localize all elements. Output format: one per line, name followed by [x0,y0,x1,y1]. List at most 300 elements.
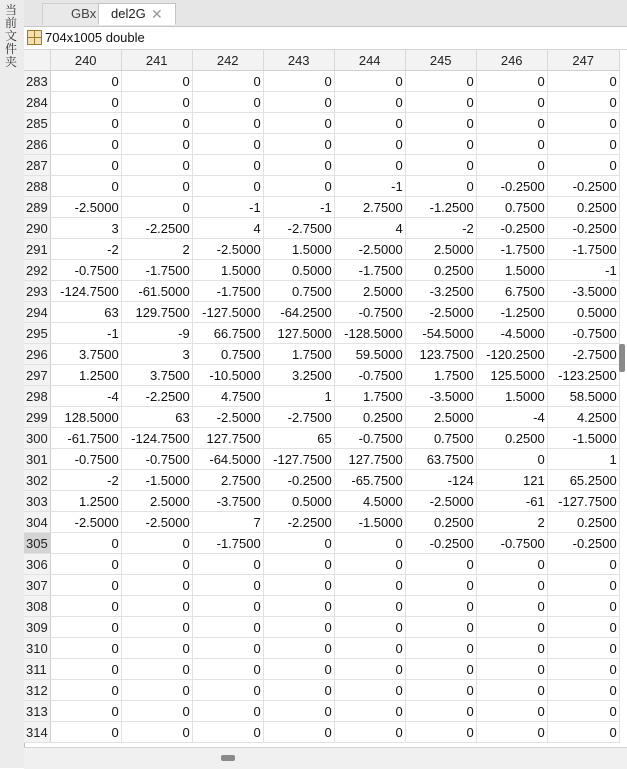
table-cell[interactable]: 0 [405,701,476,722]
table-cell[interactable]: 0 [334,575,405,596]
table-cell[interactable]: 0 [405,92,476,113]
table-cell[interactable]: 0 [405,680,476,701]
table-cell[interactable]: -0.2500 [547,218,619,239]
table-cell[interactable]: 123.7500 [405,344,476,365]
table-cell[interactable]: 0 [263,722,334,743]
table-cell[interactable]: 0.7500 [263,281,334,302]
table-cell[interactable]: 0.2500 [405,260,476,281]
table-cell[interactable]: -64.2500 [263,302,334,323]
column-header[interactable]: 243 [263,50,334,71]
table-cell[interactable]: 0 [192,92,263,113]
table-cell[interactable]: 0 [476,680,547,701]
table-cell[interactable]: -2 [50,239,121,260]
horizontal-scroll-thumb[interactable] [221,755,235,761]
table-cell[interactable]: 0 [547,113,619,134]
table-cell[interactable]: 0 [334,701,405,722]
table-cell[interactable]: 0 [476,71,547,92]
table-cell[interactable]: 0.2500 [547,512,619,533]
table-cell[interactable]: 0.7500 [192,344,263,365]
table-cell[interactable]: -3.5000 [405,386,476,407]
row-header[interactable]: 284 [24,92,50,113]
row-header[interactable]: 286 [24,134,50,155]
table-cell[interactable]: 0 [547,155,619,176]
table-cell[interactable]: 0 [121,134,192,155]
table-cell[interactable]: 0 [121,92,192,113]
table-cell[interactable]: 0 [121,113,192,134]
table-cell[interactable]: 0 [476,659,547,680]
table-cell[interactable]: 0 [192,680,263,701]
table-cell[interactable]: -9 [121,323,192,344]
row-header[interactable]: 301 [24,449,50,470]
table-cell[interactable]: 0 [334,554,405,575]
table-cell[interactable]: 0 [121,197,192,218]
row-header[interactable]: 300 [24,428,50,449]
table-cell[interactable]: 0 [547,722,619,743]
table-cell[interactable]: -127.5000 [192,302,263,323]
table-cell[interactable]: 0 [405,71,476,92]
variable-editor-table[interactable] [24,50,627,747]
table-cell[interactable]: 0 [263,155,334,176]
table-cell[interactable]: -64.5000 [192,449,263,470]
table-cell[interactable]: -1 [547,260,619,281]
table-cell[interactable]: -124 [405,470,476,491]
table-cell[interactable]: 0 [547,701,619,722]
table-cell[interactable]: -0.7500 [476,533,547,554]
table-cell[interactable]: 0 [50,617,121,638]
table-cell[interactable]: 0 [476,113,547,134]
table-cell[interactable]: 2.7500 [192,470,263,491]
table-cell[interactable]: 0 [121,575,192,596]
row-header[interactable]: 312 [24,680,50,701]
row-header[interactable]: 311 [24,659,50,680]
table-cell[interactable]: 0.7500 [405,428,476,449]
table-cell[interactable]: 121 [476,470,547,491]
table-cell[interactable]: -1.5000 [547,428,619,449]
table-cell[interactable]: -10.5000 [192,365,263,386]
table-cell[interactable]: -2.5000 [50,197,121,218]
table-cell[interactable]: 0 [50,71,121,92]
table-cell[interactable]: 0 [476,701,547,722]
table-cell[interactable]: -124.7500 [121,428,192,449]
table-cell[interactable]: 0 [334,92,405,113]
column-header[interactable]: 240 [50,50,121,71]
table-cell[interactable]: 0 [192,638,263,659]
table-cell[interactable]: 2 [476,512,547,533]
table-cell[interactable]: -2.5000 [50,512,121,533]
table-cell[interactable]: 0 [334,533,405,554]
table-cell[interactable]: 0 [50,638,121,659]
table-cell[interactable]: 0 [334,134,405,155]
table-cell[interactable]: 0 [405,176,476,197]
row-header[interactable]: 289 [24,197,50,218]
table-cell[interactable]: 0 [263,575,334,596]
table-cell[interactable]: -1 [334,176,405,197]
table-cell[interactable]: 0 [192,596,263,617]
column-header[interactable]: 247 [547,50,619,71]
row-header[interactable]: 306 [24,554,50,575]
table-cell[interactable]: 0 [121,659,192,680]
table-cell[interactable]: 0 [476,575,547,596]
table-cell[interactable]: 0.2500 [334,407,405,428]
row-header[interactable]: 291 [24,239,50,260]
tab-del2g[interactable] [98,3,176,25]
table-cell[interactable]: 0 [192,617,263,638]
table-cell[interactable]: -0.7500 [50,449,121,470]
table-cell[interactable]: 0 [263,554,334,575]
column-header[interactable]: 244 [334,50,405,71]
table-cell[interactable]: 0 [192,554,263,575]
table-cell[interactable]: 0 [334,113,405,134]
table-cell[interactable]: 0 [50,659,121,680]
table-cell[interactable]: 0 [121,533,192,554]
table-cell[interactable]: -3.2500 [405,281,476,302]
table-cell[interactable]: 0 [192,176,263,197]
table-cell[interactable]: -1.7500 [192,533,263,554]
table-cell[interactable]: -2.2500 [121,386,192,407]
row-header[interactable]: 309 [24,617,50,638]
table-cell[interactable]: -120.2500 [476,344,547,365]
table-cell[interactable]: 0 [263,680,334,701]
table-cell[interactable]: -2.2500 [121,218,192,239]
table-cell[interactable]: 0 [334,638,405,659]
table-cell[interactable]: 0 [192,575,263,596]
table-cell[interactable]: 1.7500 [263,344,334,365]
table-cell[interactable]: 2.5000 [121,491,192,512]
table-cell[interactable]: 0 [50,533,121,554]
table-cell[interactable]: 63.7500 [405,449,476,470]
table-cell[interactable]: 0 [192,155,263,176]
row-header[interactable]: 303 [24,491,50,512]
table-cell[interactable]: 63 [50,302,121,323]
table-cell[interactable]: 0 [547,92,619,113]
table-cell[interactable]: 4.5000 [334,491,405,512]
table-cell[interactable]: 127.5000 [263,323,334,344]
table-cell[interactable]: 0 [50,575,121,596]
table-cell[interactable]: -2.7500 [263,218,334,239]
table-cell[interactable]: -0.2500 [405,533,476,554]
table-cell[interactable]: 7 [192,512,263,533]
table-cell[interactable]: 0 [263,71,334,92]
table-cell[interactable]: -2.5000 [334,239,405,260]
table-cell[interactable]: 0.5000 [263,491,334,512]
table-cell[interactable]: 0 [263,92,334,113]
table-cell[interactable]: 0 [121,176,192,197]
vertical-scroll-thumb[interactable] [619,344,625,372]
table-cell[interactable]: -2.5000 [192,407,263,428]
table-cell[interactable]: 4.2500 [547,407,619,428]
table-cell[interactable]: -0.2500 [476,218,547,239]
table-cell[interactable]: -3.5000 [547,281,619,302]
table-cell[interactable]: 2.5000 [405,239,476,260]
table-cell[interactable]: 129.7500 [121,302,192,323]
table-cell[interactable]: 0 [50,680,121,701]
table-cell[interactable]: 0 [547,617,619,638]
row-header[interactable]: 295 [24,323,50,344]
table-cell[interactable]: 0 [547,71,619,92]
row-header[interactable]: 305 [24,533,50,554]
row-header[interactable]: 310 [24,638,50,659]
current-folder-panel-strip[interactable] [0,0,25,768]
row-header[interactable]: 285 [24,113,50,134]
table-cell[interactable]: 0 [192,659,263,680]
table-cell[interactable]: 0 [405,554,476,575]
table-cell[interactable]: -2.2500 [263,512,334,533]
table-cell[interactable]: 0 [334,596,405,617]
table-cell[interactable]: 0 [405,638,476,659]
table-cell[interactable]: 1.5000 [263,239,334,260]
table-cell[interactable]: 0 [263,596,334,617]
table-cell[interactable]: 127.7500 [192,428,263,449]
table-cell[interactable]: 0 [263,176,334,197]
table-cell[interactable]: 4 [334,218,405,239]
table-cell[interactable]: 0 [334,617,405,638]
table-cell[interactable]: 0 [263,617,334,638]
table-cell[interactable]: 0 [405,617,476,638]
table-cell[interactable]: 0 [263,113,334,134]
table-cell[interactable]: 0 [50,722,121,743]
table-cell[interactable]: 0.2500 [476,428,547,449]
table-cell[interactable]: 0 [334,659,405,680]
table-cell[interactable]: -1.7500 [476,239,547,260]
table-cell[interactable]: 0 [192,134,263,155]
table-cell[interactable]: 3.7500 [121,365,192,386]
table-cell[interactable]: 0 [547,554,619,575]
table-cell[interactable]: 0 [50,554,121,575]
table-cell[interactable]: 0 [192,701,263,722]
table-cell[interactable]: 3 [121,344,192,365]
table-cell[interactable]: 1.2500 [50,491,121,512]
table-cell[interactable]: 1.5000 [476,260,547,281]
table-cell[interactable]: 1.5000 [192,260,263,281]
table-cell[interactable]: 0 [476,596,547,617]
table-cell[interactable]: 0 [334,155,405,176]
table-cell[interactable]: 0 [405,722,476,743]
table-cell[interactable]: 0 [50,113,121,134]
table-cell[interactable]: 0 [121,617,192,638]
table-cell[interactable]: -61.7500 [50,428,121,449]
table-cell[interactable]: -124.7500 [50,281,121,302]
table-cell[interactable]: -1.7500 [334,260,405,281]
table-cell[interactable]: 4 [192,218,263,239]
table-cell[interactable]: 1.5000 [476,386,547,407]
column-header[interactable]: 246 [476,50,547,71]
table-cell[interactable]: 0 [476,155,547,176]
table-cell[interactable]: 0 [476,722,547,743]
table-cell[interactable]: 0 [263,638,334,659]
table-cell[interactable]: 0 [121,701,192,722]
table-cell[interactable]: 65.2500 [547,470,619,491]
table-cell[interactable]: 0 [121,596,192,617]
table-cell[interactable]: 125.5000 [476,365,547,386]
row-header[interactable]: 290 [24,218,50,239]
table-cell[interactable]: -2.7500 [263,407,334,428]
table-cell[interactable]: -1.7500 [121,260,192,281]
table-cell[interactable]: 1.7500 [334,386,405,407]
table-cell[interactable]: 0 [547,596,619,617]
table-cell[interactable]: -1.5000 [121,470,192,491]
table-cell[interactable]: -3.7500 [192,491,263,512]
table-cell[interactable]: 0 [476,638,547,659]
row-header[interactable]: 293 [24,281,50,302]
table-cell[interactable]: 0 [334,680,405,701]
table-cell[interactable]: 128.5000 [50,407,121,428]
table-cell[interactable]: 0 [121,554,192,575]
column-header[interactable]: 242 [192,50,263,71]
table-cell[interactable]: -1.7500 [192,281,263,302]
table-cell[interactable]: 0 [405,113,476,134]
table-cell[interactable]: -127.7500 [263,449,334,470]
table-cell[interactable]: -4 [50,386,121,407]
table-cell[interactable]: -0.2500 [547,176,619,197]
table-cell[interactable]: 0 [476,554,547,575]
table-cell[interactable]: 0 [263,659,334,680]
row-header[interactable]: 283 [24,71,50,92]
table-cell[interactable]: 63 [121,407,192,428]
table-cell[interactable]: 6.7500 [476,281,547,302]
row-header[interactable]: 304 [24,512,50,533]
row-header[interactable]: 299 [24,407,50,428]
table-cell[interactable]: 0 [263,134,334,155]
table-cell[interactable]: 1.2500 [50,365,121,386]
column-header[interactable]: 245 [405,50,476,71]
table-cell[interactable]: -2.5000 [121,512,192,533]
table-cell[interactable]: -0.7500 [334,365,405,386]
table-cell[interactable]: 0 [192,113,263,134]
table-cell[interactable]: -1 [263,197,334,218]
table-cell[interactable]: 0 [50,596,121,617]
table-cell[interactable]: 0 [192,722,263,743]
row-header[interactable]: 308 [24,596,50,617]
table-cell[interactable]: 2.7500 [334,197,405,218]
table-cell[interactable]: -0.7500 [334,302,405,323]
table-cell[interactable]: -2 [50,470,121,491]
table-cell[interactable]: -127.7500 [547,491,619,512]
table-cell[interactable]: 0.5000 [547,302,619,323]
row-header[interactable]: 307 [24,575,50,596]
table-cell[interactable]: 0 [121,155,192,176]
table-cell[interactable]: 0 [405,596,476,617]
table-cell[interactable]: 0 [405,134,476,155]
table-cell[interactable]: 0.2500 [405,512,476,533]
table-cell[interactable]: -1.2500 [405,197,476,218]
table-cell[interactable]: 0.2500 [547,197,619,218]
table-cell[interactable]: -2.5000 [192,239,263,260]
table-cell[interactable]: -2.5000 [405,491,476,512]
table-cell[interactable]: -61.5000 [121,281,192,302]
current-folder-label[interactable]: 当前文件夹 [4,3,17,69]
table-cell[interactable]: -2 [405,218,476,239]
table-cell[interactable]: 2.5000 [405,407,476,428]
table-cell[interactable]: 0.7500 [476,197,547,218]
table-cell[interactable]: -61 [476,491,547,512]
close-icon[interactable]: ✕ [151,6,163,22]
table-cell[interactable]: 0 [121,680,192,701]
table-cell[interactable]: 0 [121,722,192,743]
table-cell[interactable]: 2.5000 [334,281,405,302]
row-header[interactable]: 294 [24,302,50,323]
table-cell[interactable]: 0 [405,575,476,596]
table-cell[interactable]: 0 [547,575,619,596]
table-cell[interactable]: -1 [50,323,121,344]
table-cell[interactable]: -0.7500 [547,323,619,344]
table-cell[interactable]: -0.2500 [547,533,619,554]
table-cell[interactable]: 2 [121,239,192,260]
table-cell[interactable]: -2.7500 [547,344,619,365]
table-cell[interactable]: -65.7500 [334,470,405,491]
table-cell[interactable]: 0 [547,638,619,659]
table-cell[interactable]: 4.7500 [192,386,263,407]
table-cell[interactable]: 0 [263,701,334,722]
table-cell[interactable]: 0 [334,71,405,92]
table-cell[interactable]: 1 [547,449,619,470]
table-cell[interactable]: -2.5000 [405,302,476,323]
table-cell[interactable]: 0 [476,92,547,113]
column-header[interactable]: 241 [121,50,192,71]
table-cell[interactable]: 1 [263,386,334,407]
table-cell[interactable]: 0 [547,680,619,701]
table-cell[interactable]: 0.5000 [263,260,334,281]
table-cell[interactable]: 0 [547,659,619,680]
table-cell[interactable]: 0 [476,449,547,470]
table-cell[interactable]: -54.5000 [405,323,476,344]
table-cell[interactable]: -128.5000 [334,323,405,344]
table-cell[interactable]: 0 [547,134,619,155]
table-cell[interactable]: 1.7500 [405,365,476,386]
table-cell[interactable]: -0.7500 [121,449,192,470]
table-cell[interactable]: 66.7500 [192,323,263,344]
table-cell[interactable]: 3 [50,218,121,239]
row-header[interactable]: 313 [24,701,50,722]
table-cell[interactable]: 0 [476,134,547,155]
table-cell[interactable]: -4.5000 [476,323,547,344]
table-cell[interactable]: -1.5000 [334,512,405,533]
table-corner[interactable] [24,50,50,71]
row-header[interactable]: 287 [24,155,50,176]
horizontal-scrollbar[interactable] [24,747,627,769]
table-cell[interactable]: 58.5000 [547,386,619,407]
row-header[interactable]: 298 [24,386,50,407]
table-cell[interactable]: -4 [476,407,547,428]
table-cell[interactable]: -0.2500 [263,470,334,491]
table-cell[interactable]: 0 [50,155,121,176]
table-cell[interactable]: 3.2500 [263,365,334,386]
table-cell[interactable]: 0 [405,155,476,176]
row-header[interactable]: 302 [24,470,50,491]
row-header[interactable]: 288 [24,176,50,197]
table-cell[interactable]: 0 [50,134,121,155]
row-header[interactable]: 296 [24,344,50,365]
table-cell[interactable]: 0 [50,92,121,113]
table-cell[interactable]: 0 [50,176,121,197]
table-cell[interactable]: 65 [263,428,334,449]
table-cell[interactable]: 0 [121,71,192,92]
table-cell[interactable]: -0.2500 [476,176,547,197]
table-cell[interactable]: 0 [405,659,476,680]
table-cell[interactable]: 0 [334,722,405,743]
table-cell[interactable]: -0.7500 [50,260,121,281]
table-cell[interactable]: -1.7500 [547,239,619,260]
table-cell[interactable]: -1 [192,197,263,218]
row-header[interactable]: 297 [24,365,50,386]
table-cell[interactable]: 0 [263,533,334,554]
table-cell[interactable]: -123.2500 [547,365,619,386]
table-cell[interactable]: 0 [50,701,121,722]
table-cell[interactable]: 0 [121,638,192,659]
table-cell[interactable]: 0 [476,617,547,638]
table-cell[interactable]: 59.5000 [334,344,405,365]
table-cell[interactable]: 127.7500 [334,449,405,470]
row-header[interactable]: 314 [24,722,50,743]
